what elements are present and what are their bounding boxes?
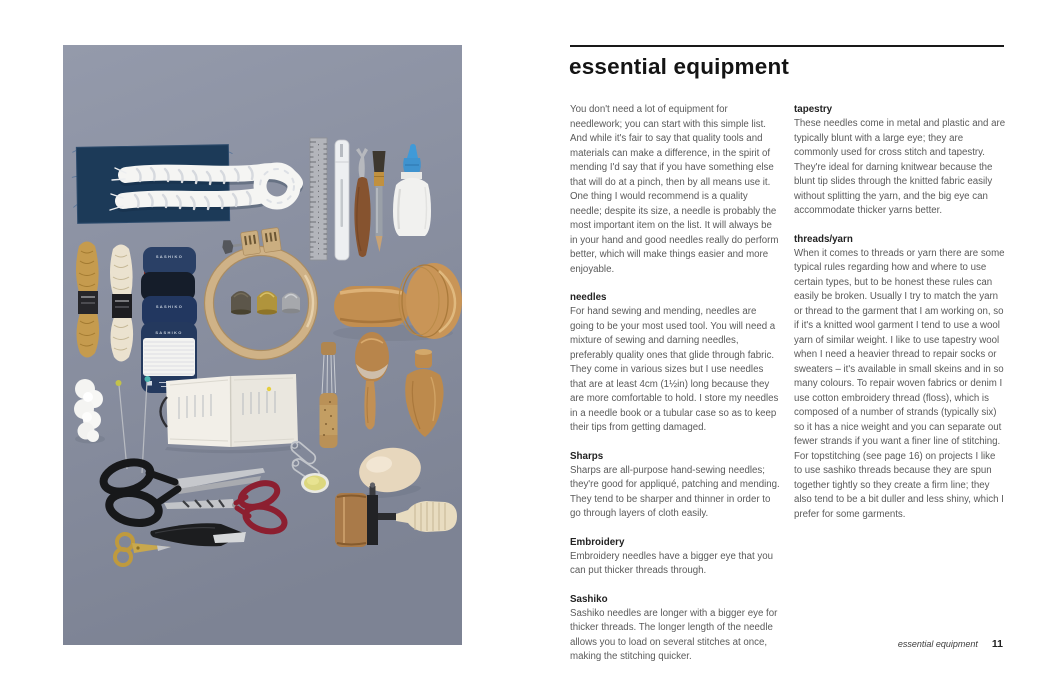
sashiko-card-label-3: SASHIKO	[155, 330, 183, 335]
sashiko-card-label-2: SASHIKO	[155, 304, 184, 309]
section-body: When it comes to threads or yarn there are some typical rules regarding how and where to use certain types, but to be honest these rules can easily be broken. Usually I try to match the yarn or thread to the garment that I am working on, so if it's a knitted wool garment I tend to use a wool yarn of similar weight. I like to use tapestry wool when I need a heavier thread to repair socks or sweaters – it's available in small skeins and in so many colours. To repair woven fabrics or denim I use cotton embroidery thread (floss), which is composed of a number of strands (typically six) so it has a nice weight and you can separate out fewer strands if you want a finer line of stitching. For topstitching (see page 16) on projects I like to use sashiko threads because they are spun together tightly so they create a firm line; they also tend to be a bit duller and less shiny, which I prefer for some garments.	[794, 247, 1005, 520]
section-heading: Sharps	[570, 450, 604, 462]
thread-skein-cream	[110, 245, 133, 362]
text-column-right	[794, 103, 1006, 522]
intro-paragraph: You don't need a lot of equipment for needlework; you can start with this simple list. And while it's fair to say that quality tools and materials can make a difference, in the spirit of mending I'd say that if you have something else that will do at a pinch, then by all means use it. One thing I would recommend is a quality needle; despite its size, a needle is probably the most important item on the list. It will always be in your hand and good needles really do perform better, which will make things easier and more enjoyable.	[570, 104, 779, 275]
thimbles	[231, 291, 300, 315]
section-body: For hand sewing and mending, needles are going to be your most used tool. You will need a mixture of sewing and darning needles, preferably quality ones that glide through fabric. They come in various sizes but I use needles that are at least 4cm (1½in) long because they are more comfortable to hold. I store my needles in a needle book or a tubular case so as to keep their tips from getting damaged.	[570, 306, 779, 433]
ruler	[310, 138, 327, 260]
section-body: Sashiko needles are longer with a bigger eye for thicker threads. The longer length of the needle allows you to load on several stitches at once, making the stitching quicker.	[570, 607, 778, 662]
equipment-photo	[63, 45, 462, 645]
section-tapestry	[794, 103, 1006, 219]
sashiko-thread-cards	[141, 247, 197, 393]
needle-book	[161, 374, 302, 453]
page-footer	[898, 638, 1003, 650]
section-heading: Sashiko	[570, 593, 608, 605]
marking-pen	[335, 140, 349, 260]
section-heading: Embroidery	[570, 536, 625, 548]
section-sashiko	[570, 593, 782, 665]
section-embroidery	[570, 536, 782, 579]
equipment-photo-svg	[63, 45, 462, 645]
section-sharps	[570, 450, 782, 522]
beeswax	[301, 473, 329, 493]
section-threads-yarn	[794, 233, 1006, 523]
page-title: essential equipment	[569, 54, 790, 79]
section-body: Embroidery needles have a bigger eye that you can put thicker threads through.	[570, 550, 774, 576]
section-heading: threads/yarn	[794, 233, 853, 245]
section-heading: tapestry	[794, 104, 833, 115]
title-rule	[570, 45, 1004, 47]
section-body: Sharps are all-purpose hand-sewing needles; they're good for appliqué, patching and mending. They tend to be sharper and thinner in order to go through layers of cloth easily.	[570, 464, 780, 519]
page-number: 11	[991, 638, 1003, 650]
section-heading: needles	[570, 292, 607, 303]
sashiko-card-label-1: SASHIKO	[155, 254, 184, 259]
section-body: These needles come in metal and plastic and are typically blunt with a large eye; they are commonly used for cross stitch and tapestry. They're ideal for darning knitwear because the blunt tip slides through the knitted fabric easily without splitting the yarn, and the big eye can accommodate thicker yarns better.	[794, 118, 1006, 216]
section-needles	[570, 291, 782, 436]
running-footer-label: essential equipment	[897, 639, 978, 649]
thread-skein-tan	[76, 242, 99, 358]
text-column-left	[570, 103, 782, 665]
